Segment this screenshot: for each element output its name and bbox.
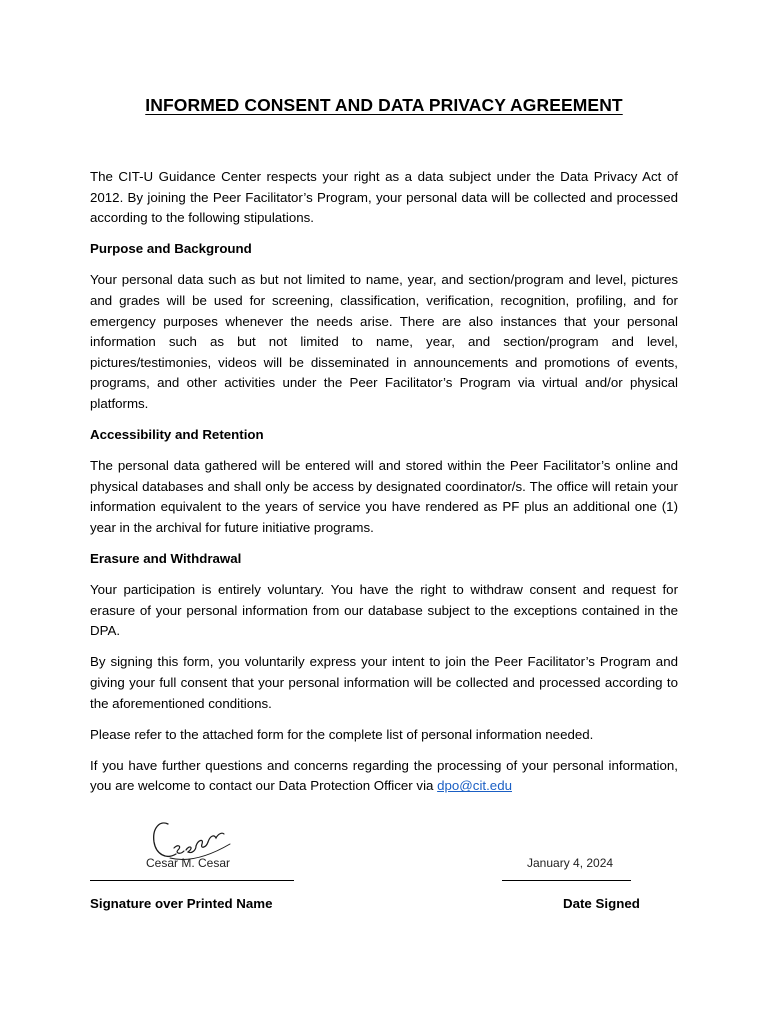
accessibility-heading: Accessibility and Retention xyxy=(90,427,264,443)
date-signed-value: January 4, 2024 xyxy=(527,856,614,870)
signature-label: Signature over Printed Name xyxy=(90,896,273,911)
document-title: INFORMED CONSENT AND DATA PRIVACY AGREEMENT xyxy=(145,95,623,115)
refer-paragraph: Please refer to the attached form for the complete list of personal information needed. xyxy=(90,726,594,742)
purpose-heading: Purpose and Background xyxy=(90,241,252,257)
date-label: Date Signed xyxy=(563,896,640,911)
contact-paragraph xyxy=(90,756,678,797)
erasure-paragraph: Your participation is entirely voluntary. You have the right to withdraw consent and request for erasure of your personal information from our database subject to the exceptions contained in the DPA. xyxy=(90,582,678,639)
erasure-heading: Erasure and Withdrawal xyxy=(90,551,242,566)
intro-paragraph: The CIT-U Guidance Center respects your right as a data subject under the Data Privacy Act of 2012. By joining the Peer Facilitator’s Program, your personal data will be collected and processed according to the following stipulations. xyxy=(90,169,678,226)
purpose-paragraph: Your personal data such as but not limited to name, year, and section/program and level, pictures and grades will be used for screening, classification, verification, recognition, profiling, and for emergency purposes whenever the needs arise. There are also instances that your personal information such as but not limited to name, year, and section/program and level, pictures/testimonies, videos will be disseminated in announcements and promotions of events, programs, and other activities under the Peer Facilitator’s Program via virtual and/or physical platforms. xyxy=(90,272,678,411)
accessibility-paragraph: The personal data gathered will be entered will and stored within the Peer Facilitator’s online and physical databases and shall only be access by designated coordinator/s. The office will retain your information equivalent to the years of service you have rendered as PF plus an additional one (1) year in the archival for future initiative programs. xyxy=(90,458,678,535)
consent-paragraph: By signing this form, you voluntarily express your intent to join the Peer Facilitator’s Program and giving your full consent that your personal information will be collected and processed according to the aforementioned conditions. xyxy=(90,654,678,711)
date-line xyxy=(502,880,631,881)
printed-name: Cesar M. Cesar xyxy=(146,856,231,870)
document-body xyxy=(90,167,678,807)
contact-text: If you have further questions and concerns regarding the processing of your personal information, you are welcome to contact our Data Protection Officer via xyxy=(90,757,678,794)
dpo-email-link[interactable]: dpo@cit.edu xyxy=(437,778,512,794)
signature-line xyxy=(90,880,294,881)
